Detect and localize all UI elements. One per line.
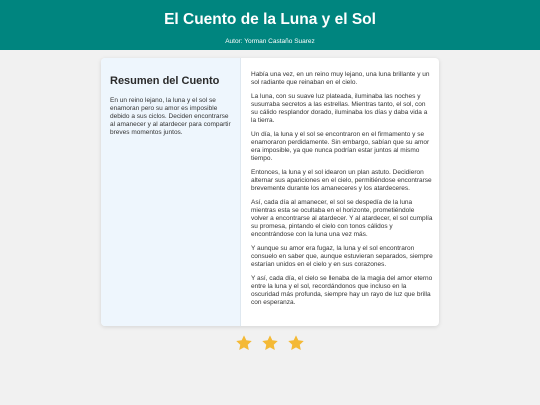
story-paragraph: Un día, la luna y el sol se encontraron en el firmamento y se enamoraron perdidamente. Sin embargo, sabían que su amor era imposible, ya que nunca podrían estar juntos al mismo tiempo. (251, 131, 430, 162)
story-body (251, 71, 433, 313)
story-paragraph: Entonces, la luna y el sol idearon un plan astuto. Decidieron alternar sus apariciones en el cielo, permitiéndose encontrarse brevemente durante los amaneceres y los atardeceres. (251, 169, 432, 192)
story-paragraph: Había una vez, en un reino muy lejano, una luna brillante y un sol radiante que reinaban en el cielo. (251, 71, 430, 86)
summary-heading: Resumen del Cuento (110, 75, 220, 87)
story-paragraph: La luna, con su suave luz plateada, iluminaba las noches y susurraba secretos a las estrellas. Mientras tanto, el sol, con su cálido resplandor dorado, iluminaba los días y daba vida a la tierra. (251, 93, 428, 124)
star-icon[interactable] (261, 334, 279, 352)
story-paragraph: Y aunque su amor era fugaz, la luna y el sol encontraron consuelo en saber que, aunque estuvieran separados, siempre estarían unidos en el cielo y en sus corazones. (251, 245, 433, 268)
page-title: El Cuento de la Luna y el Sol (164, 11, 376, 28)
star-icon[interactable] (235, 334, 253, 352)
story-paragraph: Así, cada día al amanecer, el sol se despedía de la luna mientras esta se ocultaba en el horizonte, prometiéndole volver a encontrarse al atardecer. Y al atardecer, el sol cumplía su promesa, pintando el cielo con tonos cálidos y encontrándose con la luna una vez más. (251, 199, 433, 238)
story-card (101, 58, 439, 326)
summary-sidebar (101, 58, 241, 326)
author-line: Autor: Yorman Castaño Suarez (225, 38, 315, 45)
story-paragraph: Y así, cada día, el cielo se llenaba de la magia del amor eterno entre la luna y el sol, recordándonos que incluso en la oscuridad más profunda, siempre hay un rayo de luz que brilla con esperanza. (251, 275, 433, 306)
summary-text: En un reino lejano, la luna y el sol se enamoran pero su amor es imposible debido a sus ciclos. Deciden encontrarse al amanecer y al atardecer para compartir breves momentos juntos. (110, 97, 231, 136)
star-rating (0, 334, 540, 357)
star-icon[interactable] (287, 334, 305, 352)
page-header (0, 0, 540, 50)
